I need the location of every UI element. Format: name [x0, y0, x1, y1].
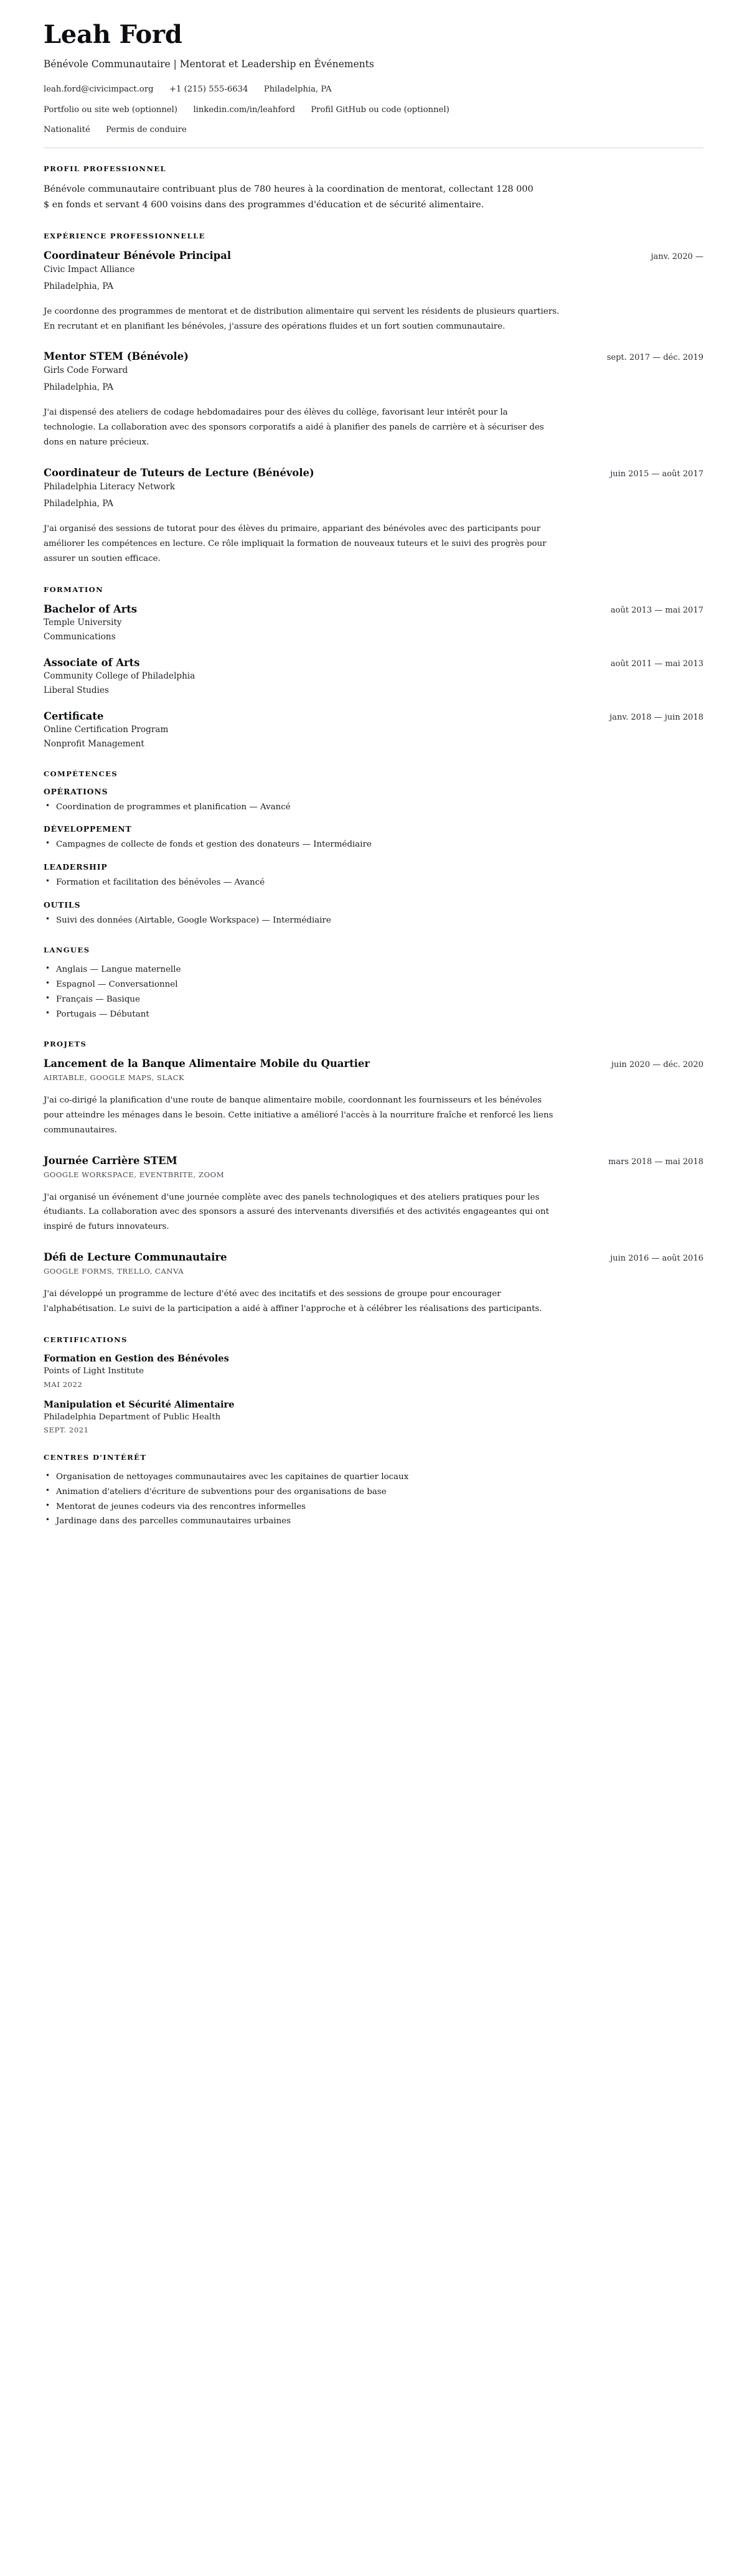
section-title-interests: CENTRES D'INTÉRÊT [44, 1453, 147, 1462]
experience-location: Philadelphia, PA [44, 382, 114, 393]
resume-header [44, 21, 703, 148]
skill-group-title: OPÉRATIONS [44, 786, 108, 796]
education-school: Online Certification Program [44, 725, 169, 735]
nationality-text: Nationalité [44, 125, 90, 135]
skill-list [44, 838, 703, 852]
skill-group [44, 824, 703, 852]
location-text: Philadelphia, PA [263, 84, 332, 94]
education-entry-head [44, 656, 703, 670]
experience-entry-head [44, 466, 703, 480]
skill-list [44, 801, 703, 814]
experience-job-title: Mentor STEM (Bénévole) [44, 350, 189, 363]
project-tech-stack: AIRTABLE, GOOGLE MAPS, SLACK [44, 1073, 185, 1083]
interest-item: • Animation d'ateliers d'écriture de subventions pour des organisations de base [44, 1485, 703, 1499]
project-entry-head [44, 1154, 703, 1168]
section-education [44, 585, 703, 751]
skill-group-title: LEADERSHIP [44, 862, 108, 872]
education-field: Liberal Studies [44, 685, 109, 695]
interest-item: • Organisation de nettoyages communautaires avec les capitaines de quartier locaux [44, 1470, 703, 1484]
email-text[interactable]: leah.ford@civicimpact.org [44, 84, 154, 94]
education-school: Community College of Philadelphia [44, 671, 195, 682]
driving-license-text: Permis de conduire [106, 125, 187, 135]
project-title: Défi de Lecture Communautaire [44, 1251, 227, 1264]
experience-organization: Girls Code Forward [44, 365, 128, 376]
certification-entry [44, 1353, 703, 1389]
skill-group-title: DÉVELOPPEMENT [44, 824, 132, 834]
skill-group-title: OUTILS [44, 900, 81, 910]
project-date-range: mars 2018 — mai 2018 [608, 1157, 703, 1167]
experience-date-range: janv. 2020 — [651, 251, 703, 261]
contact-row-links [44, 104, 703, 116]
experience-entry [44, 350, 703, 450]
section-projects [44, 1040, 703, 1317]
experience-entry [44, 249, 703, 334]
education-date-range: août 2011 — mai 2013 [610, 659, 703, 669]
skill-item: • Suivi des données (Airtable, Google Workspace) — Intermédiaire [44, 914, 703, 928]
certification-issuer: Points of Light Institute [44, 1366, 144, 1376]
certification-date: MAI 2022 [44, 1380, 83, 1389]
education-entry [44, 603, 703, 644]
section-certifications [44, 1335, 703, 1435]
github-link[interactable]: Profil GitHub ou code (optionnel) [311, 105, 449, 115]
education-date-range: janv. 2018 — juin 2018 [609, 712, 703, 722]
certification-name: Formation en Gestion des Bénévoles [44, 1353, 229, 1364]
certification-issuer: Philadelphia Department of Public Health [44, 1413, 221, 1422]
portfolio-link[interactable]: Portfolio ou site web (optionnel) [44, 105, 178, 115]
education-field: Communications [44, 631, 116, 642]
language-item: • Portugais — Débutant [44, 1008, 703, 1022]
project-entry [44, 1154, 703, 1234]
education-date-range: août 2013 — mai 2017 [610, 605, 703, 615]
interest-list [44, 1470, 703, 1528]
section-profile [44, 164, 703, 213]
project-date-range: juin 2020 — déc. 2020 [611, 1060, 703, 1070]
linkedin-link[interactable]: linkedin.com/in/leahford [193, 105, 295, 115]
education-degree: Bachelor of Arts [44, 603, 138, 615]
interest-item: • Mentorat de jeunes codeurs via des rencontres informelles [44, 1500, 703, 1514]
project-entry [44, 1251, 703, 1317]
candidate-name: Leah Ford [44, 20, 182, 49]
experience-location: Philadelphia, PA [44, 281, 114, 291]
project-entry-head [44, 1251, 703, 1264]
phone-text[interactable]: +1 (215) 555-6634 [169, 84, 248, 94]
experience-entry [44, 466, 703, 566]
project-tech-stack: GOOGLE WORKSPACE, EVENTBRITE, ZOOM [44, 1170, 225, 1179]
section-skills [44, 769, 703, 928]
project-description: J'ai organisé un événement d'une journée complète avec des panels technologiques et des ateliers pratiques pour les étudiants. La collaboration avec des sponsors a assuré des intervenants diversifiés et des activités engageantes qui ont inspiré de futurs innovateurs. [44, 1192, 550, 1232]
section-title-education: FORMATION [44, 585, 104, 594]
section-title-languages: LANGUES [44, 946, 90, 955]
section-experience [44, 232, 703, 566]
project-description: J'ai développé un programme de lecture d'été avec des incitatifs et des sessions de groupe pour encourager l'alphabétisation. Le suivi de la participation a aidé à affiner l'approche et à célébrer les réalisations des participants. [44, 1289, 542, 1314]
experience-location: Philadelphia, PA [44, 498, 114, 509]
skill-item: • Coordination de programmes et planification — Avancé [44, 801, 703, 814]
experience-date-range: sept. 2017 — déc. 2019 [606, 353, 703, 363]
project-entry [44, 1057, 703, 1137]
skill-item: • Formation et facilitation des bénévoles — Avancé [44, 876, 703, 890]
experience-organization: Civic Impact Alliance [44, 264, 135, 275]
skill-list [44, 876, 703, 890]
education-degree: Certificate [44, 710, 104, 722]
education-entry-head [44, 710, 703, 723]
project-date-range: juin 2016 — août 2016 [610, 1254, 703, 1264]
education-field: Nonprofit Management [44, 738, 144, 749]
experience-entry-head [44, 249, 703, 263]
project-tech-stack: GOOGLE FORMS, TRELLO, CANVA [44, 1267, 184, 1276]
project-entry-head [44, 1057, 703, 1071]
section-interests [44, 1453, 703, 1528]
section-title-certifications: CERTIFICATIONS [44, 1335, 128, 1344]
contact-row-extra [44, 124, 703, 136]
education-entry [44, 710, 703, 751]
experience-organization: Philadelphia Literacy Network [44, 481, 176, 492]
section-title-projects: PROJETS [44, 1040, 87, 1049]
experience-entry-head [44, 350, 703, 364]
education-entry [44, 656, 703, 697]
language-item: • Français — Basique [44, 993, 703, 1007]
language-item: • Espagnol — Conversationnel [44, 978, 703, 992]
project-title: Journée Carrière STEM [44, 1154, 177, 1167]
education-entry-head [44, 603, 703, 616]
skill-group [44, 862, 703, 890]
interest-item: • Jardinage dans des parcelles communautaires urbaines [44, 1515, 703, 1528]
education-degree: Associate of Arts [44, 656, 140, 669]
section-title-experience: EXPÉRIENCE PROFESSIONNELLE [44, 231, 205, 240]
section-title-profile: PROFIL PROFESSIONNEL [44, 164, 167, 174]
certification-entry [44, 1399, 703, 1435]
experience-job-title: Coordinateur Bénévole Principal [44, 249, 232, 261]
profile-summary-text: Bénévole communautaire contribuant plus de 780 heures à la coordination de mentorat, collectant 128 000 $ en fonds et servant 4 600 voisins dans des programmes d'éducation et de sécurité alimentaire. [44, 184, 533, 210]
skill-item: • Campagnes de collecte de fonds et gestion des donateurs — Intermédiaire [44, 838, 703, 852]
certification-name: Manipulation et Sécurité Alimentaire [44, 1399, 235, 1410]
skill-list [44, 914, 703, 928]
experience-description: J'ai dispensé des ateliers de codage hebdomadaires pour des élèves du collège, favorisant leur intérêt pour la technologie. La collaboration avec des sponsors corporatifs a aidé à planifier des panels de carrière et à sécuriser des dons en nature précieux. [44, 408, 544, 448]
candidate-headline: Bénévole Communautaire | Mentorat et Leadership en Événements [44, 58, 374, 70]
section-languages [44, 946, 703, 1021]
experience-description: J'ai organisé des sessions de tutorat pour des élèves du primaire, appariant des bénévoles avec des participants pour améliorer les compétences en lecture. Ce rôle impliquait la formation de nouveaux tuteurs et le suivi des progrès pour assurer un soutien efficace. [44, 524, 547, 563]
language-list [44, 963, 703, 1021]
skill-group [44, 787, 703, 814]
project-description: J'ai co-dirigé la planification d'une route de banque alimentaire mobile, coordonnant les fournisseurs et les bénévoles pour atteindre les ménages dans le besoin. Cette initiative a amélioré l'accès à la nourriture fraîche et renforcé les liens communautaires. [44, 1096, 553, 1135]
experience-job-title: Coordinateur de Tuteurs de Lecture (Bénévole) [44, 466, 314, 479]
section-title-skills: COMPÉTENCES [44, 769, 118, 778]
contact-row-primary [44, 83, 703, 96]
project-title: Lancement de la Banque Alimentaire Mobile du Quartier [44, 1058, 370, 1070]
experience-date-range: juin 2015 — août 2017 [610, 469, 703, 479]
skill-group [44, 900, 703, 928]
education-school: Temple University [44, 618, 122, 628]
certification-date: SEPT. 2021 [44, 1426, 89, 1435]
experience-description: Je coordonne des programmes de mentorat et de distribution alimentaire qui servent les résidents de plusieurs quartiers. En recrutant et en planifiant les bénévoles, j'assure des opérations fluides et un fort soutien communautaire. [44, 306, 560, 331]
language-item: • Anglais — Langue maternelle [44, 963, 703, 977]
